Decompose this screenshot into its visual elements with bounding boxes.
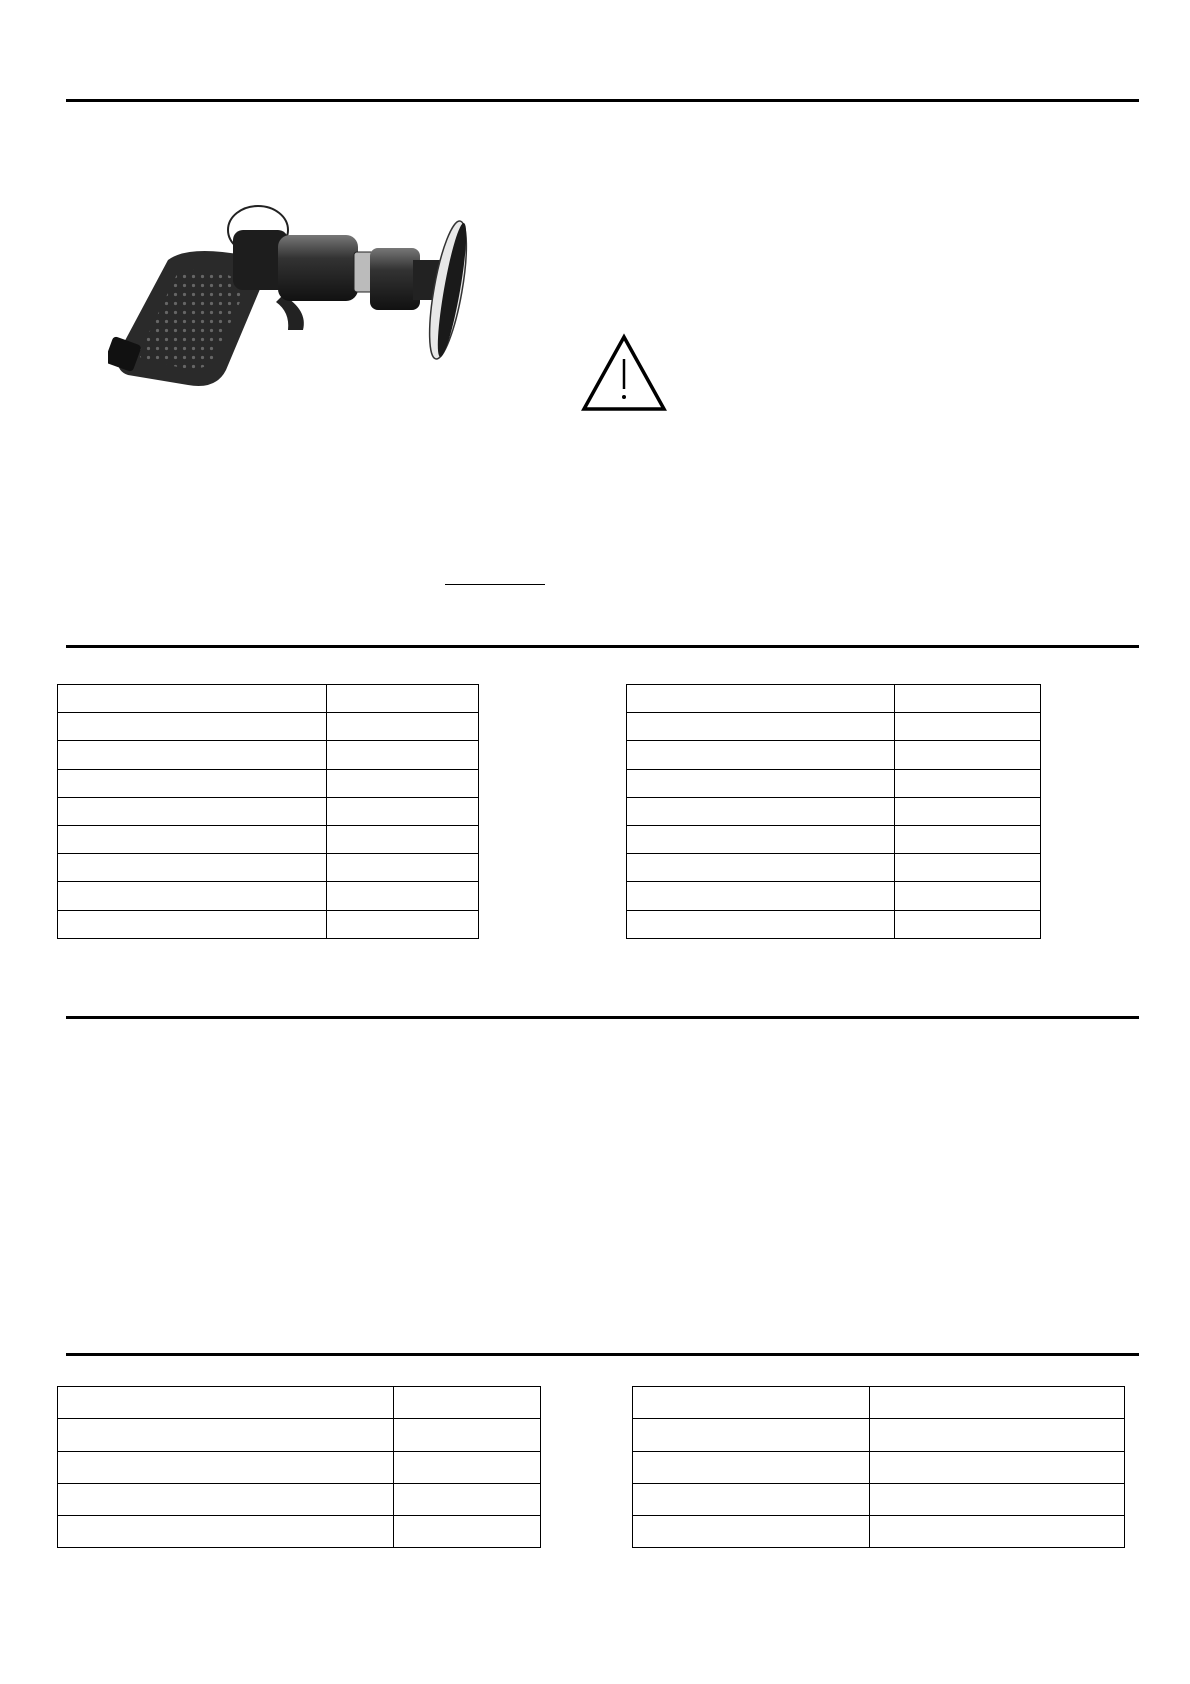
table-row xyxy=(627,769,1041,797)
table-cell xyxy=(327,882,479,910)
table-row xyxy=(58,1516,541,1548)
table-cell xyxy=(627,769,895,797)
table-cell xyxy=(58,825,327,853)
table-row xyxy=(58,797,479,825)
specifications-table-left xyxy=(57,684,479,939)
section-rule-accessories xyxy=(66,1353,1139,1356)
table-cell xyxy=(58,1516,394,1548)
table-row xyxy=(627,825,1041,853)
table-cell xyxy=(870,1516,1125,1548)
table-cell xyxy=(58,713,327,741)
table-row xyxy=(58,741,479,769)
table-row xyxy=(58,1387,541,1419)
table-row xyxy=(58,1419,541,1451)
table-cell xyxy=(58,1419,394,1451)
table-cell xyxy=(895,910,1041,938)
table-cell xyxy=(633,1516,870,1548)
underline-mark xyxy=(445,584,545,585)
table-row xyxy=(627,882,1041,910)
table-cell xyxy=(633,1483,870,1515)
table-cell xyxy=(58,910,327,938)
table-cell xyxy=(58,769,327,797)
table-cell xyxy=(58,685,327,713)
table-cell xyxy=(58,882,327,910)
table-cell xyxy=(327,797,479,825)
table-cell xyxy=(895,825,1041,853)
table-row xyxy=(58,882,479,910)
table-cell xyxy=(327,910,479,938)
table-row xyxy=(58,713,479,741)
table-cell xyxy=(394,1516,541,1548)
table-row xyxy=(58,910,479,938)
table-cell xyxy=(627,797,895,825)
table-cell xyxy=(58,797,327,825)
section-rule-specs xyxy=(66,645,1139,648)
table-cell xyxy=(327,769,479,797)
section-rule-instructions xyxy=(66,1016,1139,1019)
table-cell xyxy=(627,910,895,938)
table-cell xyxy=(394,1483,541,1515)
pneumatic-pistol-grip-sander-image xyxy=(108,200,488,420)
table-row xyxy=(633,1419,1125,1451)
table-cell xyxy=(627,882,895,910)
table-cell xyxy=(394,1387,541,1419)
table-cell xyxy=(327,741,479,769)
table-cell xyxy=(870,1451,1125,1483)
table-cell xyxy=(870,1483,1125,1515)
table-cell xyxy=(58,1483,394,1515)
table-cell xyxy=(58,1451,394,1483)
specifications-table-right xyxy=(626,684,1041,939)
table-cell xyxy=(327,713,479,741)
table-cell xyxy=(327,685,479,713)
table-row xyxy=(627,797,1041,825)
table-cell xyxy=(627,741,895,769)
table-cell xyxy=(394,1451,541,1483)
table-row xyxy=(58,1451,541,1483)
table-cell xyxy=(633,1387,870,1419)
table-cell xyxy=(627,825,895,853)
section-rule-top xyxy=(66,99,1139,102)
table-row xyxy=(627,685,1041,713)
table-row xyxy=(627,713,1041,741)
table-row xyxy=(627,910,1041,938)
table-row xyxy=(633,1387,1125,1419)
table-cell xyxy=(627,685,895,713)
table-row xyxy=(58,769,479,797)
table-cell xyxy=(870,1387,1125,1419)
table-cell xyxy=(895,854,1041,882)
table-row xyxy=(58,825,479,853)
accessories-table-right xyxy=(632,1386,1125,1548)
table-cell xyxy=(633,1451,870,1483)
table-cell xyxy=(627,854,895,882)
table-cell xyxy=(895,797,1041,825)
table-cell xyxy=(627,713,895,741)
table-row xyxy=(633,1451,1125,1483)
table-cell xyxy=(633,1419,870,1451)
table-cell xyxy=(895,882,1041,910)
table-row xyxy=(627,854,1041,882)
table-row xyxy=(627,741,1041,769)
table-cell xyxy=(327,854,479,882)
table-cell xyxy=(895,685,1041,713)
accessories-table-left xyxy=(57,1386,541,1548)
table-cell xyxy=(394,1419,541,1451)
table-row xyxy=(633,1516,1125,1548)
table-cell xyxy=(895,713,1041,741)
table-cell xyxy=(58,741,327,769)
table-row xyxy=(633,1483,1125,1515)
table-cell xyxy=(327,825,479,853)
table-row xyxy=(58,1483,541,1515)
table-cell xyxy=(58,1387,394,1419)
table-row xyxy=(58,854,479,882)
warning-triangle-icon xyxy=(580,333,668,413)
table-cell xyxy=(895,741,1041,769)
table-cell xyxy=(58,854,327,882)
table-cell xyxy=(895,769,1041,797)
table-row xyxy=(58,685,479,713)
table-cell xyxy=(870,1419,1125,1451)
